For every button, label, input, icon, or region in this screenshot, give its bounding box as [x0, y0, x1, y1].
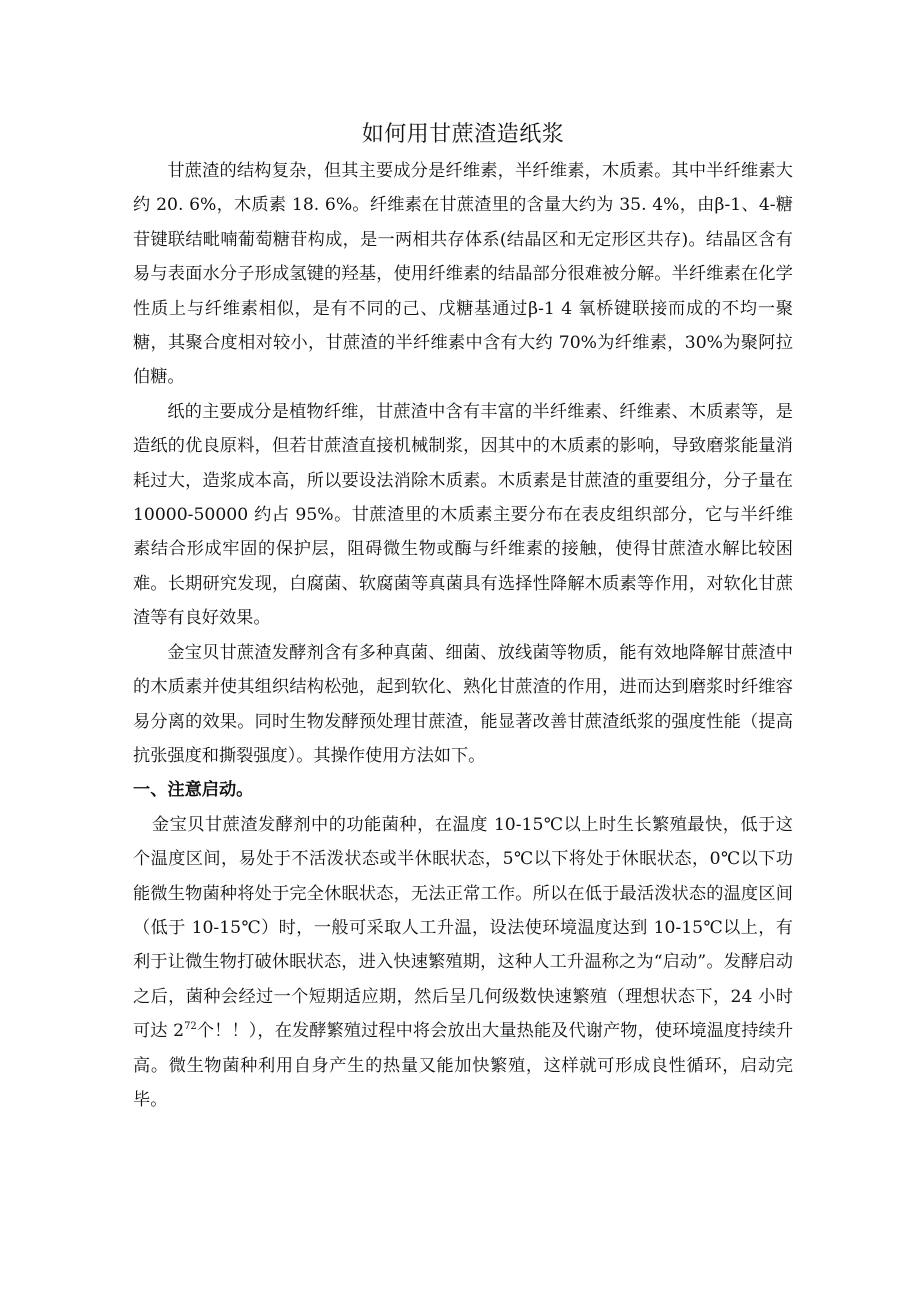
document-title: 如何用甘蔗渣造纸浆 [361, 122, 565, 147]
paragraph-composition: 甘蔗渣的结构复杂，但其主要成分是纤维素，半纤维素，木质素。其中半纤维素大约 20. 6%，木质素 18. 6%。纤维素在甘蔗渣里的含量大约为 35. 4%，由β-1、4-糖苷键联结毗喃葡萄糖苷构成，是一两相共存体系(结晶区和无定形区共存)。结晶区含有易与表面水分子形成氢键的羟基，使用纤维素的结晶部分很难被分解。半纤维素在化学性质上与纤维素相似，是有不同的己、戊糖基通过β-1 4 氧桥键联接而成的不均一聚糖，其聚合度相对较小，甘蔗渣的半纤维素中含有大约 70%为纤维素，30%为聚阿拉伯糖。 [133, 161, 793, 388]
paragraph-startup-text-b: 个！！），在发酵繁殖过程中将会放出大量热能及代谢产物，使环境温度持续升高。微生物菌种利用自身产生的热量又能加快繁殖，这样就可形成良性循环，启动完毕。 [133, 1021, 794, 1110]
paragraph-startup-text-a: 金宝贝甘蔗渣发酵剂中的功能菌种，在温度 10-15℃以上时生长繁殖最快，低于这个温度区间，易处于不活泼状态或半休眠状态，5℃以下将处于休眠状态，0℃以下功能微生物菌种将处于完全休眠状态，无法正常工作。所以在低于最活泼状态的温度区间（低于 10-15℃）时，一般可采取人工升温，设法使环境温度达到 10-15℃以上，有利于让微生物打破休眠状态，进入快速繁殖期，这种人工升温称之为“启动”。发酵启动之后，菌种会经过一个短期适应期，然后呈几何级数快速繁殖（理想状态下，24 小时可达 2 [133, 814, 793, 1042]
paragraph-fermentation-agent: 金宝贝甘蔗渣发酵剂含有多种真菌、细菌、放线菌等物质，能有效地降解甘蔗渣中的木质素并使其组织结构松弛，起到软化、熟化甘蔗渣的作用，进而达到磨浆时纤维容易分离的效果。同时生物发酵预处理甘蔗渣，能显著改善甘蔗渣纸浆的强度性能（提高抗张强度和撕裂强度）。其操作使用方法如下。 [133, 642, 793, 766]
paragraph-startup [133, 808, 793, 1118]
paragraph-lignin: 纸的主要成分是植物纤维，甘蔗渣中含有丰富的半纤维素、纤维素、木质素等，是造纸的优良原料，但若甘蔗渣直接机械制浆，因其中的木质素的影响，导致磨浆能量消耗过大，造浆成本高，所以要设法消除木质素。木质素是甘蔗渣的重要组分，分子量在 10000-50000 约占 95%。甘蔗渣里的木质素主要分布在表皮组织部分，它与半纤维素结合形成牢固的保护层，阻碍微生物或酶与纤维素的接触，使得甘蔗渣水解比较困难。长期研究发现，白腐菌、软腐菌等真菌具有选择性降解木质素等作用，对软化甘蔗渣等有良好效果。 [133, 401, 793, 629]
document-page [133, 118, 793, 1117]
exponent-superscript: 72 [184, 1021, 197, 1033]
section-heading-startup: 一、注意启动。 [133, 780, 254, 801]
